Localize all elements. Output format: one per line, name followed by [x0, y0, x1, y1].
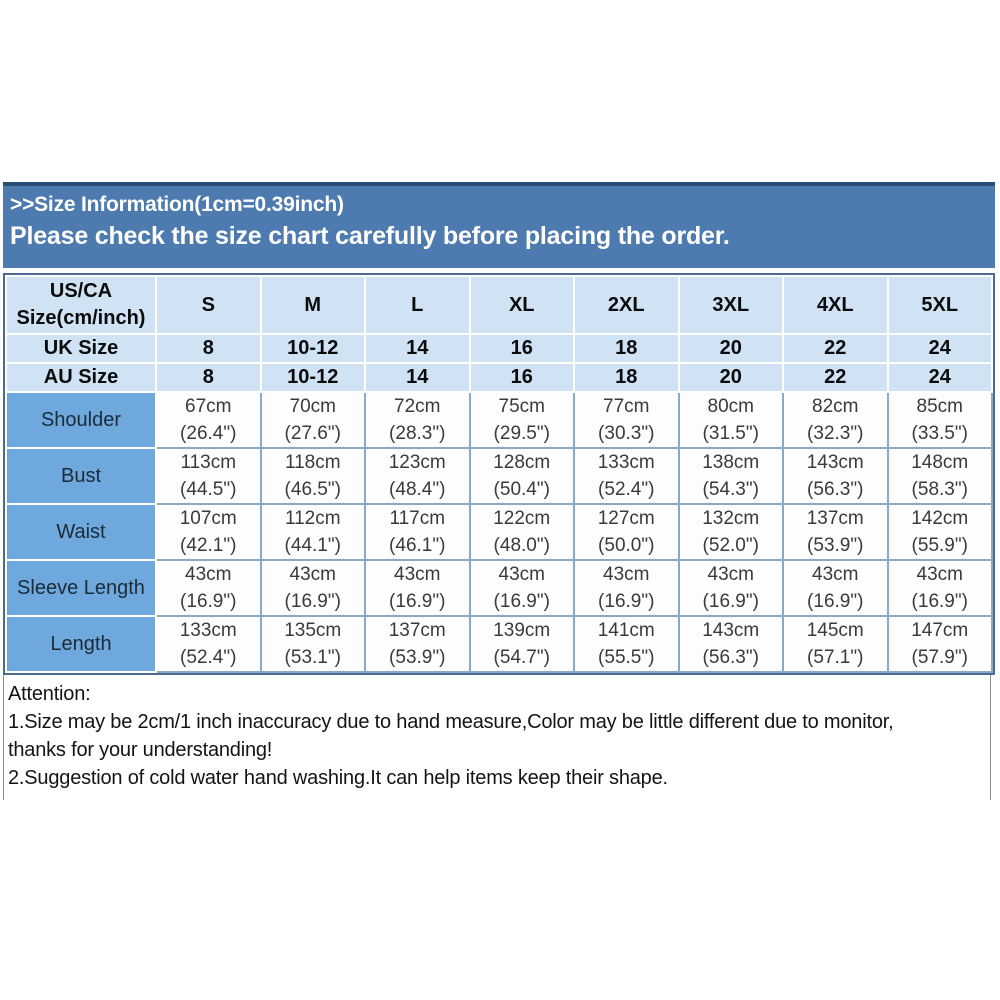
measurement-cm: 138cm	[702, 452, 760, 473]
measurement-cell	[888, 448, 993, 504]
corner-header-cell	[6, 276, 156, 334]
measurement-inch: (54.3")	[702, 479, 759, 500]
measurement-cell	[470, 560, 575, 616]
measurement-cm: 43cm	[916, 564, 963, 585]
measurement-inch: (52.0")	[702, 535, 759, 556]
au-size-row	[6, 363, 992, 392]
measurement-cell	[470, 448, 575, 504]
attention-title: Attention:	[8, 683, 91, 705]
measurement-cm: 133cm	[597, 452, 655, 473]
col-header-4xl: 4XL	[783, 276, 888, 334]
measurement-inch: (46.5")	[284, 479, 341, 500]
measurement-cell	[156, 448, 261, 504]
uk-size-value: 14	[365, 334, 470, 363]
size-table-wrap	[3, 273, 995, 675]
measurement-cell	[679, 616, 784, 672]
measurement-inch: (16.9")	[284, 591, 341, 612]
measurement-cell	[574, 560, 679, 616]
measurement-cm: 43cm	[707, 564, 754, 585]
uk-size-value: 22	[783, 334, 888, 363]
measurement-cm: 137cm	[806, 508, 864, 529]
measurement-inch: (56.3")	[702, 647, 759, 668]
uk-size-value: 16	[470, 334, 575, 363]
measurement-cell	[574, 504, 679, 560]
measurement-cm: 142cm	[911, 508, 969, 529]
au-size-value: 16	[470, 363, 575, 392]
measurement-cm: 43cm	[498, 564, 545, 585]
measurement-cell	[156, 616, 261, 672]
measurement-cell	[783, 504, 888, 560]
au-size-label: AU Size	[6, 363, 156, 392]
measurement-cm: 72cm	[394, 396, 441, 417]
measurement-cell	[365, 504, 470, 560]
measurement-inch: (16.9")	[702, 591, 759, 612]
banner-subtitle: Please check the size chart carefully before placing the order.	[10, 222, 730, 250]
measurement-cell	[365, 392, 470, 448]
measurement-cm: 133cm	[179, 620, 237, 641]
uk-size-value: 24	[888, 334, 993, 363]
attention-note	[3, 675, 991, 800]
measurement-cm: 70cm	[289, 396, 336, 417]
au-size-value: 22	[783, 363, 888, 392]
measurement-cm: 77cm	[603, 396, 650, 417]
col-header-l: L	[365, 276, 470, 334]
sleeve-length-row	[6, 560, 992, 616]
measurement-cm: 143cm	[702, 620, 760, 641]
measurement-inch: (58.3")	[911, 479, 968, 500]
measurement-inch: (55.5")	[598, 647, 655, 668]
measurement-inch: (32.3")	[807, 423, 864, 444]
au-size-value: 18	[574, 363, 679, 392]
measurement-cell	[888, 504, 993, 560]
measurement-cell	[783, 560, 888, 616]
uk-size-value: 20	[679, 334, 784, 363]
measurement-inch: (57.1")	[807, 647, 864, 668]
banner-title: >>Size Information(1cm=0.39inch)	[10, 193, 344, 216]
uk-size-value: 8	[156, 334, 261, 363]
measurement-inch: (16.9")	[807, 591, 864, 612]
measurement-inch: (30.3")	[598, 423, 655, 444]
measurement-inch: (53.9")	[807, 535, 864, 556]
measurement-cell	[261, 616, 366, 672]
attention-line-2: thanks for your understanding!	[8, 739, 273, 761]
measurement-cm: 143cm	[806, 452, 864, 473]
measurement-cell	[156, 504, 261, 560]
measurement-inch: (53.9")	[389, 647, 446, 668]
measurement-inch: (16.9")	[911, 591, 968, 612]
header-row	[6, 276, 992, 334]
size-chart-table	[5, 275, 993, 673]
measurement-cell	[261, 448, 366, 504]
waist-row	[6, 504, 992, 560]
uk-size-label: UK Size	[6, 334, 156, 363]
measurement-cm: 43cm	[812, 564, 859, 585]
measurement-inch: (42.1")	[180, 535, 237, 556]
measurement-cm: 75cm	[498, 396, 545, 417]
shoulder-row	[6, 392, 992, 448]
measurement-cm: 132cm	[702, 508, 760, 529]
measurement-cell	[156, 560, 261, 616]
measurement-cell	[261, 392, 366, 448]
measurement-cell	[574, 448, 679, 504]
measurement-inch: (48.0")	[493, 535, 550, 556]
waist-label: Waist	[6, 504, 156, 560]
measurement-inch: (26.4")	[180, 423, 237, 444]
col-header-3xl: 3XL	[679, 276, 784, 334]
measurement-inch: (44.1")	[284, 535, 341, 556]
measurement-cm: 43cm	[185, 564, 232, 585]
measurement-inch: (50.0")	[598, 535, 655, 556]
au-size-value: 14	[365, 363, 470, 392]
measurement-inch: (28.3")	[389, 423, 446, 444]
measurement-cm: 137cm	[388, 620, 446, 641]
measurement-cm: 67cm	[185, 396, 232, 417]
corner-header-line2: Size(cm/inch)	[16, 307, 146, 329]
measurement-cell	[679, 392, 784, 448]
measurement-cell	[783, 448, 888, 504]
col-header-s: S	[156, 276, 261, 334]
measurement-inch: (16.9")	[598, 591, 655, 612]
measurement-cm: 139cm	[493, 620, 551, 641]
measurement-cell	[365, 616, 470, 672]
measurement-cm: 43cm	[289, 564, 336, 585]
measurement-cell	[261, 504, 366, 560]
measurement-cm: 82cm	[812, 396, 859, 417]
measurement-inch: (54.7")	[493, 647, 550, 668]
measurement-cm: 145cm	[806, 620, 864, 641]
measurement-cm: 122cm	[493, 508, 551, 529]
measurement-inch: (16.9")	[389, 591, 446, 612]
measurement-cell	[679, 504, 784, 560]
measurement-cell	[888, 616, 993, 672]
measurement-cell	[888, 392, 993, 448]
measurement-cell	[574, 616, 679, 672]
measurement-cm: 147cm	[911, 620, 969, 641]
measurement-cm: 123cm	[388, 452, 446, 473]
bust-label: Bust	[6, 448, 156, 504]
measurement-cm: 85cm	[916, 396, 963, 417]
uk-size-value: 10-12	[261, 334, 366, 363]
col-header-xl: XL	[470, 276, 575, 334]
bust-row	[6, 448, 992, 504]
measurement-inch: (16.9")	[493, 591, 550, 612]
uk-size-row	[6, 334, 992, 363]
au-size-value: 10-12	[261, 363, 366, 392]
measurement-cm: 80cm	[707, 396, 754, 417]
measurement-inch: (55.9")	[911, 535, 968, 556]
measurement-cm: 43cm	[394, 564, 441, 585]
measurement-cell	[783, 616, 888, 672]
col-header-m: M	[261, 276, 366, 334]
measurement-inch: (53.1")	[284, 647, 341, 668]
measurement-cm: 118cm	[284, 452, 341, 473]
measurement-cm: 148cm	[911, 452, 969, 473]
measurement-inch: (27.6")	[284, 423, 341, 444]
measurement-inch: (44.5")	[180, 479, 237, 500]
measurement-cm: 127cm	[597, 508, 655, 529]
shoulder-label: Shoulder	[6, 392, 156, 448]
measurement-cell	[470, 504, 575, 560]
au-size-value: 20	[679, 363, 784, 392]
measurement-cell	[365, 448, 470, 504]
measurement-cm: 113cm	[180, 452, 237, 473]
measurement-cell	[783, 392, 888, 448]
measurement-inch: (33.5")	[911, 423, 968, 444]
attention-line-3: 2.Suggestion of cold water hand washing.It can help items keep their shape.	[8, 767, 668, 789]
measurement-cm: 43cm	[603, 564, 650, 585]
measurement-cm: 107cm	[179, 508, 237, 529]
length-row	[6, 616, 992, 672]
size-info-banner	[3, 182, 995, 268]
measurement-cell	[156, 392, 261, 448]
au-size-value: 8	[156, 363, 261, 392]
measurement-cell	[470, 616, 575, 672]
measurement-cm: 112cm	[284, 508, 341, 529]
measurement-cell	[888, 560, 993, 616]
measurement-cm: 117cm	[389, 508, 446, 529]
measurement-cell	[679, 560, 784, 616]
measurement-inch: (31.5")	[702, 423, 759, 444]
sleeve-length-label: Sleeve Length	[6, 560, 156, 616]
measurement-cm: 141cm	[597, 620, 655, 641]
measurement-inch: (52.4")	[598, 479, 655, 500]
measurement-inch: (48.4")	[389, 479, 446, 500]
measurement-inch: (29.5")	[493, 423, 550, 444]
measurement-cell	[679, 448, 784, 504]
measurement-inch: (56.3")	[807, 479, 864, 500]
size-chart-content	[3, 182, 995, 800]
corner-header-line1: US/CA	[49, 280, 113, 302]
attention-line-1: 1.Size may be 2cm/1 inch inaccuracy due to hand measure,Color may be little different due to monitor,	[8, 711, 894, 733]
measurement-cell	[365, 560, 470, 616]
measurement-cm: 128cm	[493, 452, 551, 473]
measurement-inch: (52.4")	[180, 647, 237, 668]
col-header-5xl: 5XL	[888, 276, 993, 334]
measurement-inch: (57.9")	[911, 647, 968, 668]
measurement-cell	[470, 392, 575, 448]
length-label: Length	[6, 616, 156, 672]
au-size-value: 24	[888, 363, 993, 392]
measurement-cell	[261, 560, 366, 616]
uk-size-value: 18	[574, 334, 679, 363]
measurement-inch: (46.1")	[389, 535, 446, 556]
measurement-inch: (16.9")	[180, 591, 237, 612]
measurement-inch: (50.4")	[493, 479, 550, 500]
col-header-2xl: 2XL	[574, 276, 679, 334]
measurement-cm: 135cm	[284, 620, 342, 641]
measurement-cell	[574, 392, 679, 448]
